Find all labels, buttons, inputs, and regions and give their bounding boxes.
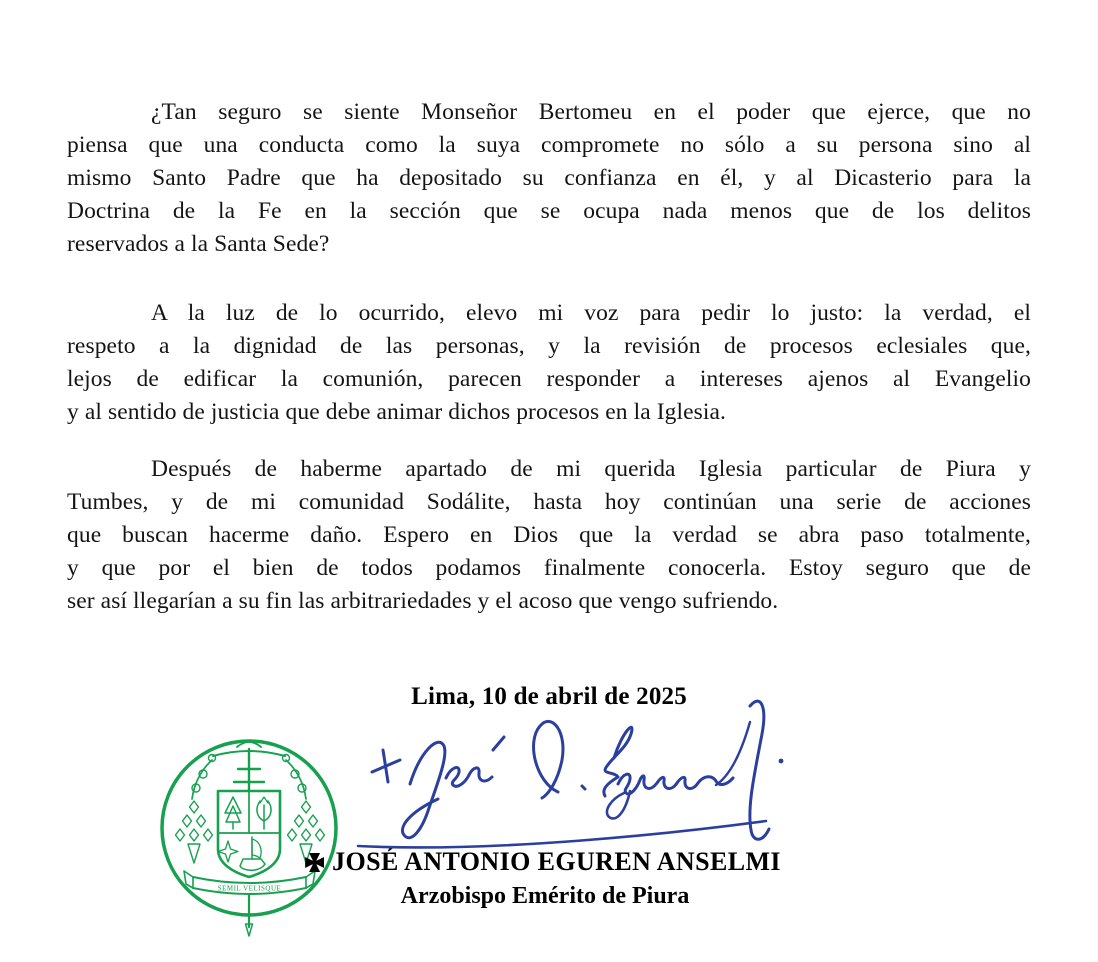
paragraph-line: ser así llegarían a su fin las arbitrariedades y el acoso que vengo sufriendo. xyxy=(67,588,779,614)
signature-ink-dot xyxy=(779,759,784,764)
ship-charge-icon xyxy=(240,837,265,870)
letter-body xyxy=(67,96,1031,618)
paragraph-line: ¿Tan seguro se siente Monseñor Bertomeu en el poder que ejerce, que no xyxy=(151,99,1031,125)
episcopal-seal-stamp xyxy=(152,731,348,945)
seal-motto-text: SEMIL VELISQUE xyxy=(217,884,282,893)
paragraph-line: Tumbes, y de mi comunidad Sodálite, hasta hoy continúan una serie de acciones xyxy=(67,489,1031,515)
paragraph-line: A la luz de lo ocurrido, elevo mi voz para pedir lo justo: la verdad, el xyxy=(151,300,1031,326)
paragraph-line: mismo Santo Padre que ha depositado su confianza en él, y al Dicasterio para la xyxy=(67,165,1031,191)
paragraph xyxy=(67,297,1031,429)
paragraph-line: y al sentido de justicia que debe animar dichos procesos en la Iglesia. xyxy=(67,399,727,425)
paragraph-line: Doctrina de la Fe en la sección que se ocupa nada menos que de los delitos xyxy=(67,198,1031,224)
episcopal-cross-icon xyxy=(305,853,324,872)
paragraph-line: reservados a la Santa Sede? xyxy=(67,231,330,257)
paragraph-line: y que por el bien de todos podamos finalmente conocerla. Estoy seguro que de xyxy=(67,555,1031,581)
left-tassels-icon xyxy=(176,801,213,863)
paragraph-line: que buscan hacerme daño. Espero en Dios que la verdad se abra paso totalmente, xyxy=(67,522,1031,548)
date-line: Lima, 10 de abril de 2025 xyxy=(411,683,687,710)
tree-charge-icon xyxy=(225,797,241,829)
signatory-title: Arzobispo Emérito de Piura xyxy=(400,883,690,909)
paragraph-line: lejos de edificar la comunión, parecen responder a intereses ajenos al Evangelio xyxy=(67,366,1031,392)
plant-charge-icon xyxy=(257,797,271,829)
patriarchal-cross-icon xyxy=(234,749,264,791)
paragraph xyxy=(67,96,1031,261)
paragraph-line: Después de haberme apartado de mi querida Iglesia particular de Piura y xyxy=(151,456,1031,482)
paragraph xyxy=(67,453,1031,618)
handwritten-signature xyxy=(346,690,794,862)
signatory-name: JOSÉ ANTONIO EGUREN ANSELMI xyxy=(332,847,781,876)
paragraph-line: piensa que una conducta como la suya compromete no sólo a su persona sino al xyxy=(67,132,1031,158)
paragraph-line: respeto a la dignidad de las personas, y la revisión de procesos eclesiales que, xyxy=(67,333,1031,359)
